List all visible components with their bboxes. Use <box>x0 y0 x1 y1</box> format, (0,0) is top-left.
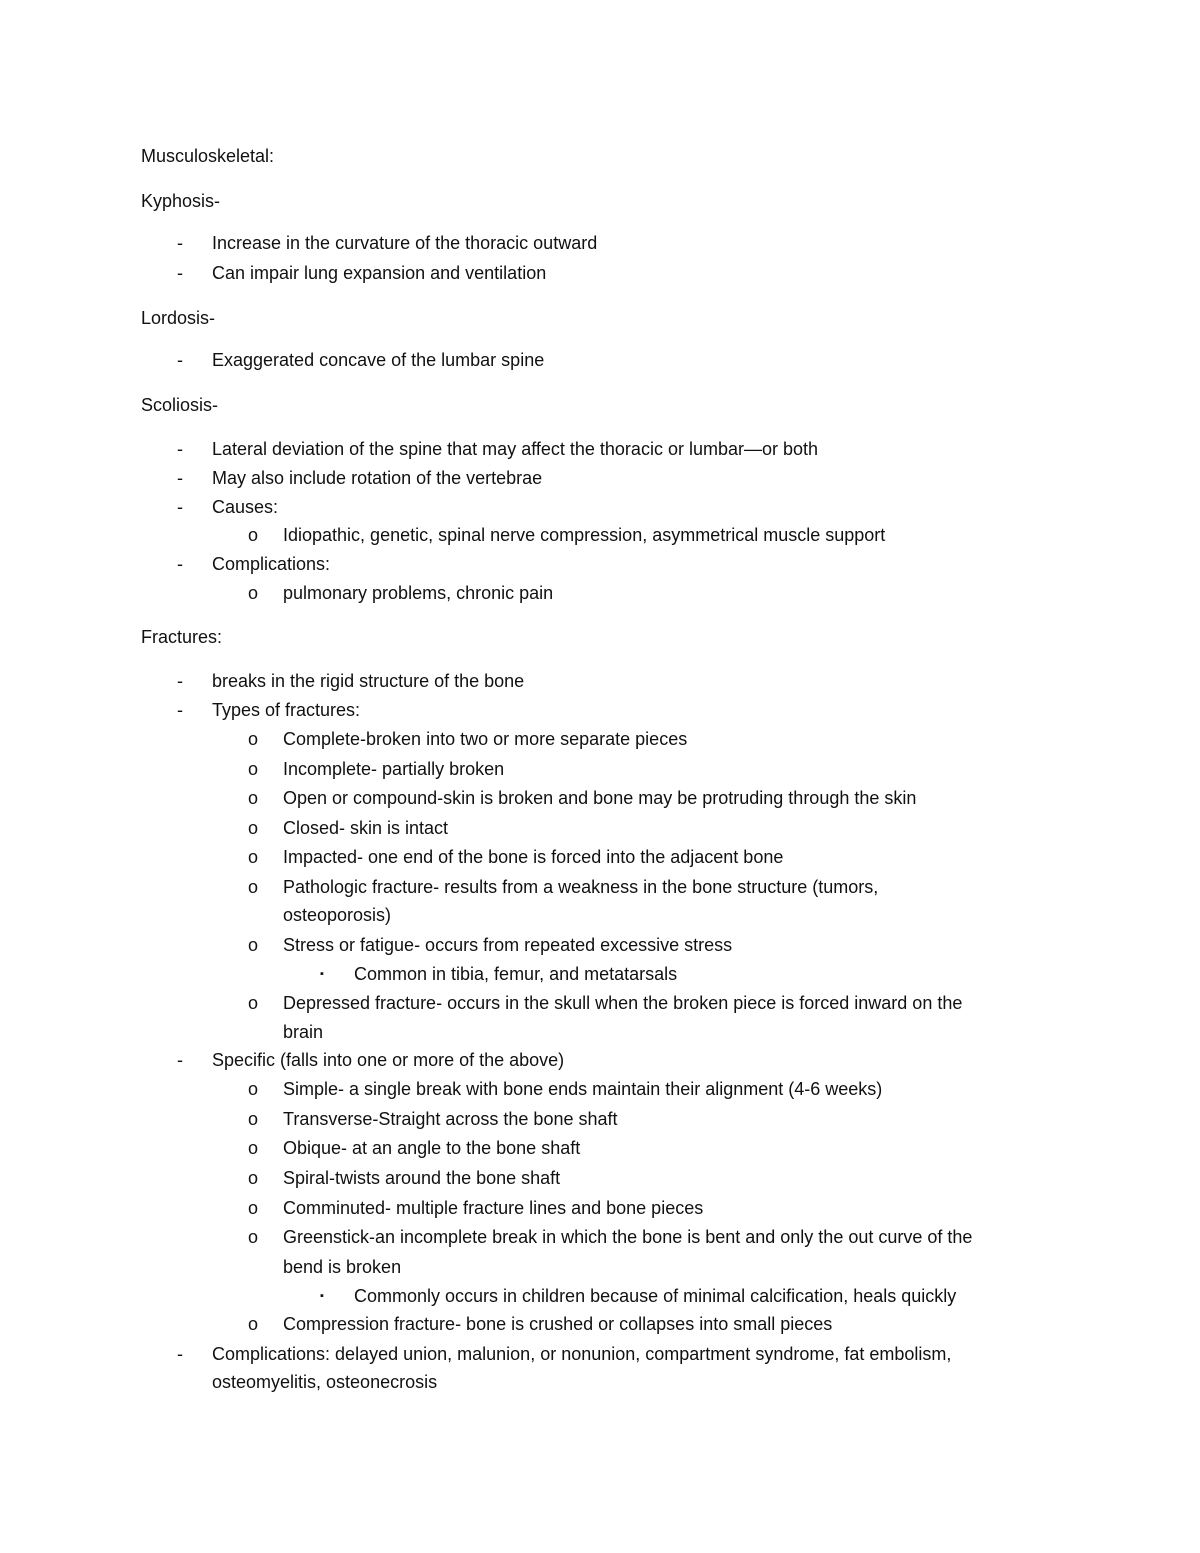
list-item-text: breaks in the rigid structure of the bone <box>212 671 525 691</box>
list-item-text: Incomplete- partially broken <box>283 759 505 779</box>
list-item-text: Spiral-twists around the bone shaft <box>283 1168 561 1188</box>
list-item-text: Complete-broken into two or more separate pieces <box>283 729 688 749</box>
document-title: Musculoskeletal: <box>141 146 275 166</box>
circle-bullet: o <box>247 1198 258 1218</box>
section-heading-scoliosis: Scoliosis- <box>141 395 219 415</box>
list-item-text: bend is broken <box>283 1257 402 1277</box>
list-item-text: Closed- skin is intact <box>283 818 449 838</box>
section-heading-kyphosis: Kyphosis- <box>141 191 221 211</box>
list-item-text: Idiopathic, genetic, spinal nerve compression, asymmetrical muscle support <box>283 525 886 545</box>
list-item-text: Transverse-Straight across the bone shaft <box>283 1109 618 1129</box>
list-item-text: Depressed fracture- occurs in the skull when the broken piece is forced inward on the <box>283 993 963 1013</box>
list-item-text: Types of fractures: <box>212 700 361 720</box>
list-item-text: pulmonary problems, chronic pain <box>283 583 554 603</box>
circle-bullet: o <box>247 818 258 838</box>
list-item-text: Can impair lung expansion and ventilation <box>212 263 547 283</box>
list-item-text: Obique- at an angle to the bone shaft <box>283 1138 581 1158</box>
dash-bullet: - <box>177 554 183 574</box>
circle-bullet: o <box>247 583 258 603</box>
circle-bullet: o <box>247 729 258 749</box>
list-item-text: brain <box>283 1022 324 1042</box>
dash-bullet: - <box>177 350 183 370</box>
circle-bullet: o <box>247 1109 258 1129</box>
circle-bullet: o <box>247 788 258 808</box>
list-item-text: Compression fracture- bone is crushed or collapses into small pieces <box>283 1314 833 1334</box>
dash-bullet: - <box>177 671 183 691</box>
circle-bullet: o <box>247 1227 258 1247</box>
dash-bullet: - <box>177 263 183 283</box>
list-item-text: Specific (falls into one or more of the above) <box>212 1050 565 1070</box>
circle-bullet: o <box>247 1138 258 1158</box>
square-bullet: ▪ <box>320 968 324 980</box>
list-item-text: Increase in the curvature of the thoracic outward <box>212 233 598 253</box>
list-item-text: Commonly occurs in children because of minimal calcification, heals quickly <box>354 1286 957 1306</box>
list-item-text: Simple- a single break with bone ends maintain their alignment (4-6 weeks) <box>283 1079 883 1099</box>
list-item-text: Exaggerated concave of the lumbar spine <box>212 350 545 370</box>
list-item-text: Complications: <box>212 554 331 574</box>
list-item-text: Pathologic fracture- results from a weakness in the bone structure (tumors, <box>283 877 879 897</box>
dash-bullet: - <box>177 439 183 459</box>
dash-bullet: - <box>177 1050 183 1070</box>
section-heading-lordosis: Lordosis- <box>141 308 216 328</box>
list-item-text: May also include rotation of the vertebrae <box>212 468 543 488</box>
list-item-text: Lateral deviation of the spine that may affect the thoracic or lumbar—or both <box>212 439 819 459</box>
list-item-text: osteoporosis) <box>283 905 392 925</box>
circle-bullet: o <box>247 877 258 897</box>
dash-bullet: - <box>177 468 183 488</box>
list-item-text: Stress or fatigue- occurs from repeated excessive stress <box>283 935 733 955</box>
dash-bullet: - <box>177 497 183 517</box>
list-item-text: Common in tibia, femur, and metatarsals <box>354 964 678 984</box>
circle-bullet: o <box>247 1168 258 1188</box>
circle-bullet: o <box>247 1079 258 1099</box>
list-item-text: Causes: <box>212 497 279 517</box>
list-item-text: Open or compound-skin is broken and bone may be protruding through the skin <box>283 788 917 808</box>
list-item-text: Comminuted- multiple fracture lines and bone pieces <box>283 1198 704 1218</box>
dash-bullet: - <box>177 233 183 253</box>
square-bullet: ▪ <box>320 1290 324 1302</box>
list-item-text: osteomyelitis, osteonecrosis <box>212 1372 438 1392</box>
circle-bullet: o <box>247 935 258 955</box>
circle-bullet: o <box>247 759 258 779</box>
list-item-text: Complications: delayed union, malunion, or nonunion, compartment syndrome, fat embolism, <box>212 1344 952 1364</box>
circle-bullet: o <box>247 993 258 1013</box>
list-item-text: Impacted- one end of the bone is forced into the adjacent bone <box>283 847 784 867</box>
circle-bullet: o <box>247 1314 258 1334</box>
dash-bullet: - <box>177 700 183 720</box>
section-heading-fractures: Fractures: <box>141 627 223 647</box>
circle-bullet: o <box>247 847 258 867</box>
list-item-text: Greenstick-an incomplete break in which the bone is bent and only the out curve of the <box>283 1227 973 1247</box>
circle-bullet: o <box>247 525 258 545</box>
dash-bullet: - <box>177 1344 183 1364</box>
